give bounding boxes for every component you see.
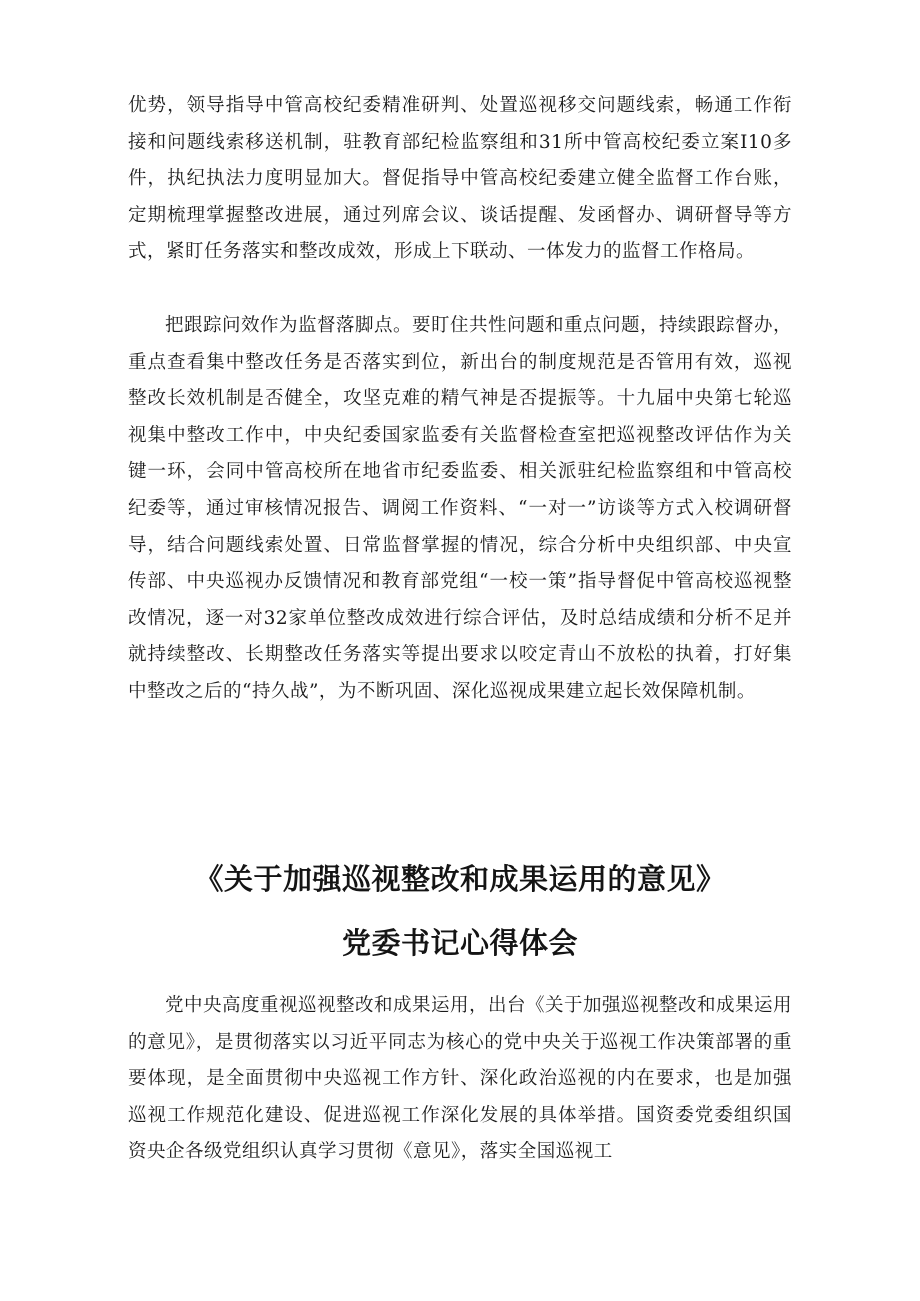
article-title-line-2: 党委书记心得体会 <box>341 926 578 960</box>
body-paragraph-3: 党中央高度重视巡视整改和成果运用，出台《关于加强巡视整改和成果运用的意见》，是贯彻落实以习近平同志为核心的党中央关于巡视工作决策部署的重要体现，是全面贯彻中央巡视工作方针、深化政治巡视的内在要求，也是加强巡视工作规范化建设、促进巡视工作深化发展的具体举措。国资委党委组织国资央企各级党组织认真学习贯彻《意见》，落实全国巡视工 <box>128 995 793 1163</box>
body-paragraph-2: 把跟踪问效作为监督落脚点。要盯住共性问题和重点问题，持续跟踪督办，重点查看集中整改任务是否落实到位，新出台的制度规范是否管用有效，巡视整改长效机制是否健全，攻坚克难的精气神是否提振等。十九届中央第七轮巡视集中整改工作中，中央纪委国家监委有关监督检查室把巡视整改评估作为关键一环，会同中管高校所在地省市纪委监委、相关派驻纪检监察组和中管高校纪委等，通过审核情况报告、调阅工作资料、“一对一”访谈等方式入校调研督导，结合问题线索处置、日常监督掌握的情况，综合分析中央组织部、中央宣传部、中央巡视办反馈情况和教育部党组“一校一策”指导督促中管高校巡视整改情况，逐一对32家单位整改成效进行综合评估，及时总结成绩和分析不足并就持续整改、长期整改任务落实等提出要求以咬定青山不放松的执着，打好集中整改之后的“持久战”，为不断巩固、深化巡视成果建立起长效保障机制。 <box>128 315 793 702</box>
body-paragraph-1: 优势，领导指导中管高校纪委精准研判、处置巡视移交问题线索，畅通工作衔接和问题线索移送机制，驻教育部纪检监察组和31所中管高校纪委立案I10多件，执纪执法力度明显加大。督促指导中管高校纪委建立健全监督工作台账，定期梳理掌握整改进展，通过列席会议、谈话提醒、发函督办、调研督导等方式，紧盯任务落实和整改成效，形成上下联动、一体发力的监督工作格局。 <box>128 95 792 263</box>
article-title-line-1: 《关于加强巡视整改和成果运用的意见》 <box>194 862 726 896</box>
